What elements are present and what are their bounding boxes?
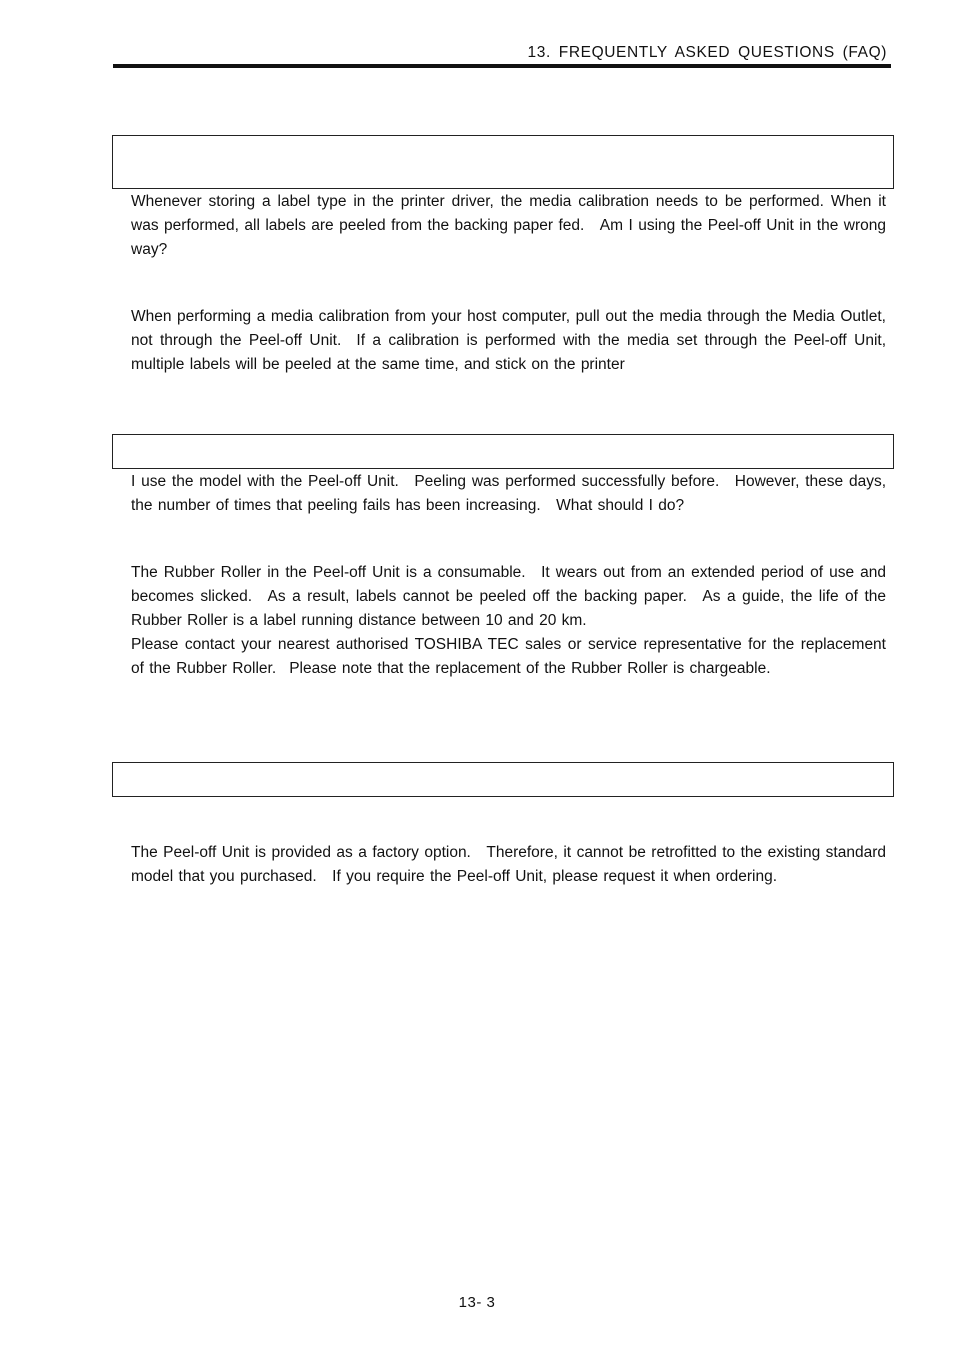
page-number: 13- 3: [458, 1294, 496, 1311]
faq-3-answer: The Peel-off Unit is provided as a factory option. Therefore, it cannot be retrofitted to the existing standard model that you purchased. If you require the Peel-off Unit, please request it when ordering.: [131, 844, 886, 885]
faq-1-question-box: [112, 135, 894, 189]
header-rule: [113, 64, 891, 68]
faq-1-question: Whenever storing a label type in the printer driver, the media calibration needs to be performed. When it was performed, all labels are peeled from the backing paper fed. Am I using the Peel-off Unit in the wrong way?: [131, 193, 886, 258]
faq-3-question-box: [112, 762, 894, 797]
faq-1-answer: When performing a media calibration from your host computer, pull out the media through the Media Outlet, not through the Peel-off Unit. If a calibration is performed with the media set through the Peel-off Unit, multiple labels will be peeled at the same time, and stick on the printer: [131, 308, 886, 373]
faq-2-question-box: [112, 434, 894, 469]
faq-2-answer-part-2: Please contact your nearest authorised TOSHIBA TEC sales or service representative for the replacement of the Rubber Roller. Please note that the replacement of the Rubber Roller is chargeable.: [131, 636, 886, 677]
faq-2-question: I use the model with the Peel-off Unit. Peeling was performed successfully before. However, these days, the number of times that peeling fails has been increasing. What should I do?: [131, 473, 886, 514]
header-title: 13. FREQUENTLY ASKED QUESTIONS (FAQ): [527, 44, 887, 61]
faq-2-answer-part-1: The Rubber Roller in the Peel-off Unit is a consumable. It wears out from an extended period of use and becomes slicked. As a result, labels cannot be peeled off the backing paper. As a guide, the life of the Rubber Roller is a label running distance between 10 and 20 km.: [131, 564, 886, 629]
